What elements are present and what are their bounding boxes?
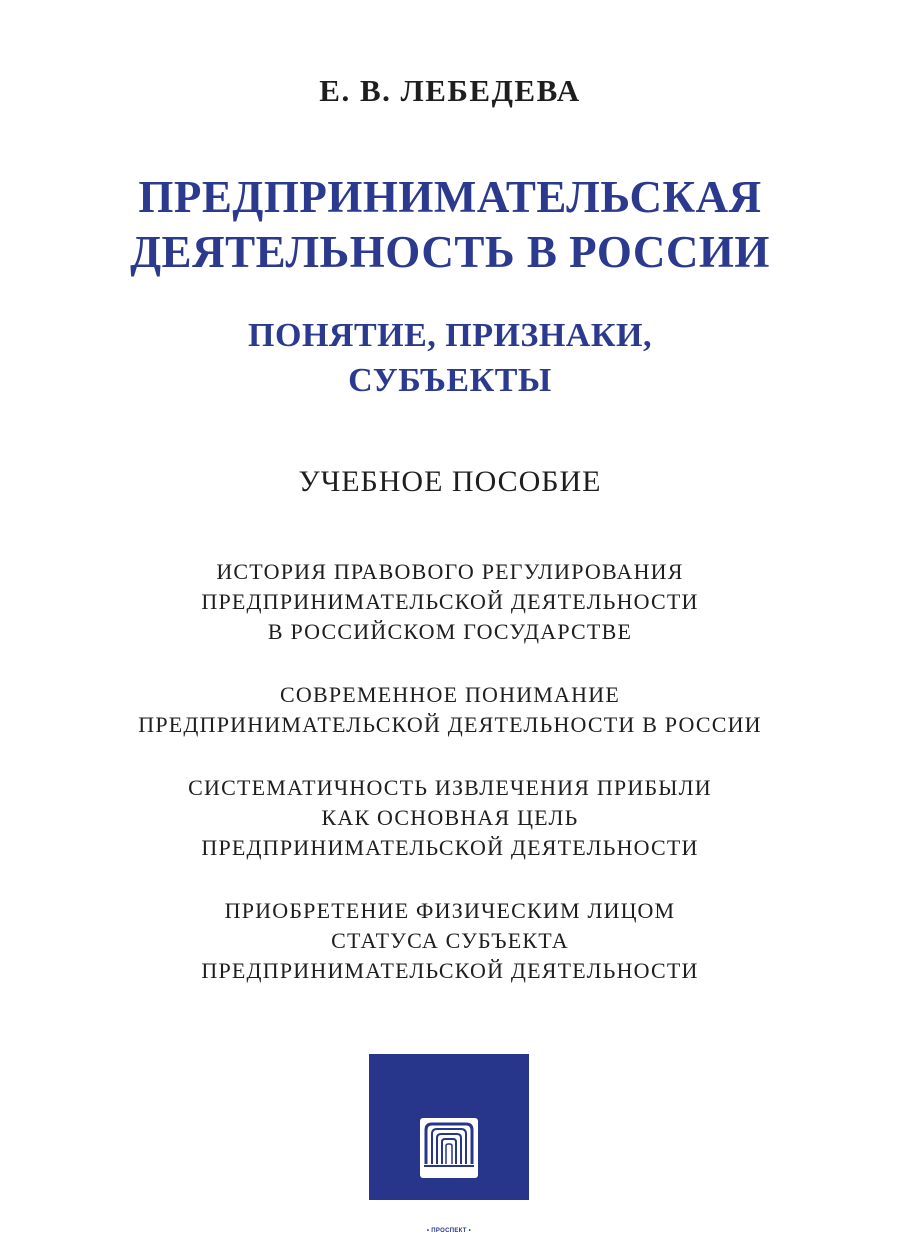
publisher-logo-block <box>369 1054 529 1234</box>
topic-item <box>0 557 900 647</box>
topic-line: СИСТЕМАТИЧНОСТЬ ИЗВЛЕЧЕНИЯ ПРИБЫЛИ <box>188 775 712 800</box>
topic-item <box>0 896 900 986</box>
book-subtitle-line: ПОНЯТИЕ, ПРИЗНАКИ, <box>248 317 652 354</box>
book-title <box>0 170 900 280</box>
prospekt-arch-logo-icon <box>420 1118 478 1178</box>
topic-item <box>0 773 900 863</box>
publisher-name: • ПРОСПЕКТ • <box>426 1228 472 1234</box>
topic-line: СОВРЕМЕННОЕ ПОНИМАНИЕ <box>280 682 620 707</box>
publisher-logo <box>420 1118 478 1234</box>
topic-line: ПРЕДПРИНИМАТЕЛЬСКОЙ ДЕЯТЕЛЬНОСТИ <box>201 835 699 860</box>
topic-line: ПРЕДПРИНИМАТЕЛЬСКОЙ ДЕЯТЕЛЬНОСТИ В РОССИИ <box>138 712 762 737</box>
book-subtitle-line: СУБЪЕКТЫ <box>348 362 552 399</box>
topic-line: ИСТОРИЯ ПРАВОВОГО РЕГУЛИРОВАНИЯ <box>216 559 684 584</box>
topics-list <box>0 557 900 986</box>
book-title-line: ДЕЯТЕЛЬНОСТЬ В РОССИИ <box>130 227 770 277</box>
topic-line: ПРЕДПРИНИМАТЕЛЬСКОЙ ДЕЯТЕЛЬНОСТИ <box>201 589 699 614</box>
topic-line: В РОССИЙСКОМ ГОСУДАРСТВЕ <box>267 619 633 644</box>
topic-line: КАК ОСНОВНАЯ ЦЕЛЬ <box>321 805 579 830</box>
document-type: УЧЕБНОЕ ПОСОБИЕ <box>298 465 602 498</box>
topic-item <box>0 680 900 740</box>
book-subtitle <box>0 313 900 403</box>
topic-line: ПРИОБРЕТЕНИЕ ФИЗИЧЕСКИМ ЛИЦОМ <box>224 898 676 923</box>
book-title-line: ПРЕДПРИНИМАТЕЛЬСКАЯ <box>138 172 762 222</box>
author-name: Е. В. ЛЕБЕДЕВА <box>319 73 581 108</box>
topic-line: СТАТУСА СУБЪЕКТА <box>331 928 569 953</box>
topic-line: ПРЕДПРИНИМАТЕЛЬСКОЙ ДЕЯТЕЛЬНОСТИ <box>201 958 699 983</box>
